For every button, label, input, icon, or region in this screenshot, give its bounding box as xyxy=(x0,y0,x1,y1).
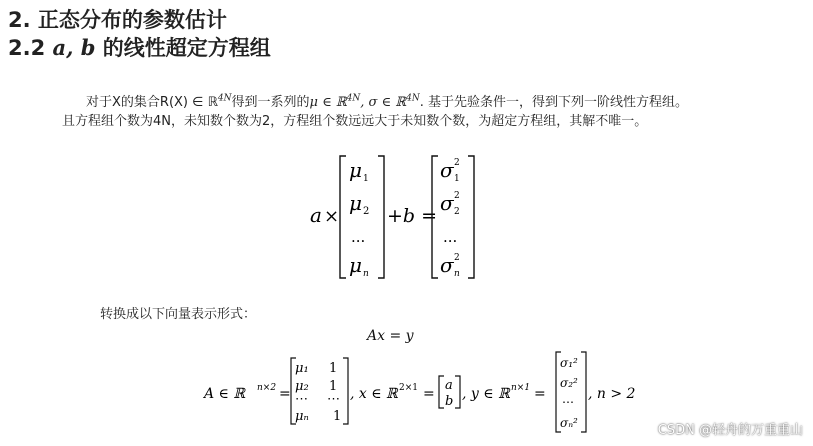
y-exp: n×1 xyxy=(511,383,531,393)
subsection-variables: a, b xyxy=(52,35,96,60)
sigma-n: σ xyxy=(440,253,454,277)
x-r2: b xyxy=(445,394,454,409)
para1-exp-1: 4N xyxy=(217,93,232,104)
coef-a: a xyxy=(310,203,322,227)
A-equals: = xyxy=(279,386,291,402)
para1-sigma: , σ ∈ ℝ xyxy=(360,95,407,110)
subsection-heading xyxy=(8,32,271,62)
mu-1-sub: 1 xyxy=(363,174,369,184)
x-exp: 2×1 xyxy=(399,383,418,393)
sigma-2-sub: 2 xyxy=(454,207,460,217)
A-r4c1: μₙ xyxy=(295,409,309,424)
x-left-bracket xyxy=(439,376,444,408)
y-def: , y ∈ ℝ xyxy=(462,386,510,402)
vector-form-label: 转换成以下向量表示形式： xyxy=(100,307,257,322)
subsection-title: 的线性超定方程组 xyxy=(102,36,271,60)
mu-right-bracket xyxy=(378,156,384,278)
sigma-2-sup: 2 xyxy=(454,191,460,201)
A-r4c2: 1 xyxy=(333,409,342,424)
para1-text-a: 对于X的集合R(X) ∈ ℝ xyxy=(86,95,218,110)
para1-exp-2: 4N xyxy=(346,93,361,104)
sigma-1: σ xyxy=(440,158,454,182)
y-equals: = xyxy=(534,386,546,402)
y-r2: σ₂² xyxy=(560,376,578,390)
mu-1: μ xyxy=(349,158,362,182)
sigma-right-bracket xyxy=(468,156,474,278)
sigma-1-sub: 1 xyxy=(454,174,460,184)
sigma-n-sup: 2 xyxy=(454,253,460,263)
mu-dots: ... xyxy=(351,228,366,246)
plus-b-equals: +b = xyxy=(387,205,438,227)
A-exp: n×2 xyxy=(257,383,277,393)
mu-2: μ xyxy=(349,191,362,215)
vector-form-formula xyxy=(200,350,650,436)
subsection-number: 2.2 xyxy=(8,36,46,60)
x-def: , x ∈ ℝ xyxy=(350,386,398,402)
A-r2c2: 1 xyxy=(329,379,338,394)
mu-2-sub: 2 xyxy=(363,206,370,217)
paragraph-line-1 xyxy=(86,91,688,110)
A-def: A ∈ ℝ xyxy=(204,386,246,402)
para1-mu: μ ∈ ℝ xyxy=(309,95,347,110)
section-heading: 2. 正态分布的参数估计 xyxy=(8,8,227,32)
x-right-bracket xyxy=(455,376,460,408)
A-r2c1: μ₂ xyxy=(295,379,309,394)
sigma-2: σ xyxy=(440,191,454,215)
sigma-n-sub: n xyxy=(454,269,460,279)
A-right-bracket xyxy=(343,358,348,424)
y-r1: σ₁² xyxy=(560,356,578,370)
n-constraint: , n > 2 xyxy=(588,386,636,402)
para1-text-b: 得到一系列的 xyxy=(231,95,310,110)
mu-n: μ xyxy=(349,253,362,277)
sigma-1-sup: 2 xyxy=(454,158,460,168)
y-r3: ⋯ xyxy=(562,395,574,409)
para1-text-c: . 基于先验条件一，得到下列一阶线性方程组。 xyxy=(419,95,688,110)
x-equals: = xyxy=(423,386,435,402)
A-r3c1: ⋯ xyxy=(295,392,308,407)
times-sign: × xyxy=(324,206,340,227)
x-r1: a xyxy=(445,378,453,393)
y-right-bracket xyxy=(581,352,586,432)
csdn-watermark: CSDN @轻舟的万重重山 xyxy=(657,423,803,438)
equation-ax-y: Ax = y xyxy=(367,328,414,344)
mu-n-sub: n xyxy=(363,269,369,279)
sigma-dots: ... xyxy=(443,228,458,246)
y-r4: σₙ² xyxy=(560,416,578,430)
A-r1c1: μ₁ xyxy=(295,361,309,376)
A-r1c2: 1 xyxy=(329,361,338,376)
A-r3c2: ⋯ xyxy=(327,392,340,407)
mu-left-bracket xyxy=(340,156,346,278)
matrix-equation xyxy=(300,150,490,284)
paragraph-line-2: 且方程组个数为4N，未知数个数为2，方程组个数远远大于未知数个数，为超定方程组，其解不唯一。 xyxy=(62,114,648,129)
para1-exp-3: 4N xyxy=(406,93,420,104)
